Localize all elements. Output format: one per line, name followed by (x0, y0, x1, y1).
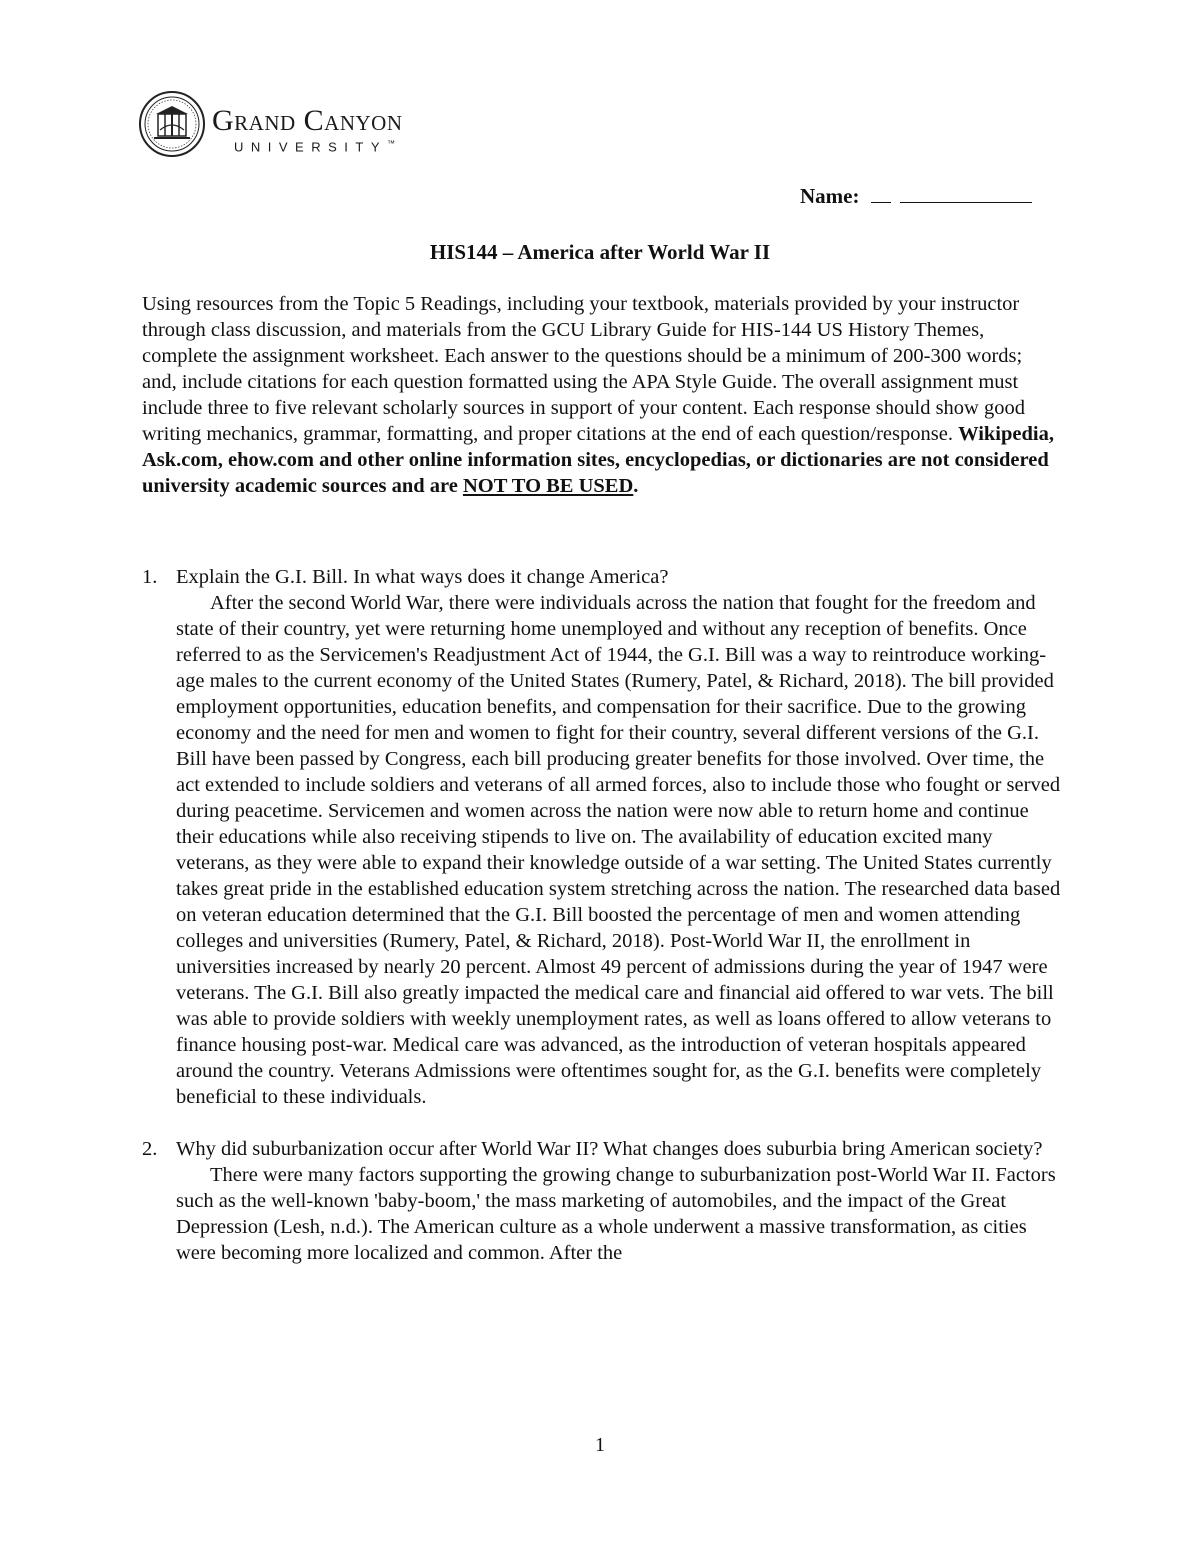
question-list (142, 564, 1062, 1292)
page-number: 1 (595, 1434, 605, 1456)
logo-subtitle: UNIVERSITY (234, 139, 388, 155)
university-logo (138, 90, 458, 160)
question-number: 1. (142, 566, 158, 588)
assignment-instructions (142, 291, 1062, 499)
question-number: 2. (142, 1138, 158, 1160)
instructions-text: Using resources from the Topic 5 Readings, including your textbook, materials provided by your instructor through class discussion, and materials from the GCU Library Guide for HIS-144 US History Themes, complete the assignment worksheet. Each answer to the questions should be a minimum of 200-300 words; and, include citations for each question formatted using the APA Style Guide. The overall assignment must include three to five relevant scholarly sources in support of your content. Each response should show good writing mechanics, grammar, formatting, and proper citations at the end of each question/response. (142, 293, 1025, 445)
warning-emphasis: NOT TO BE USED (462, 475, 634, 497)
question-answer: After the second World War, there were individuals across the nation that fought for the freedom and state of their country, yet were returning home unemployed and without any reception of benefits. Once referred to as the Servicemen's Readjustment Act of 1944, the G.I. Bill was a way to reintroduce working-age males to the current economy of the United States (Rumery, Patel, & Richard, 2018). The bill provided employment opportunities, education benefits, and compensation for their sacrifice. Due to the growing economy and the need for men and women to fight for their country, several different versions of the G.I. Bill have been passed by Congress, each bill producing greater benefits for those involved. Over time, the act extended to include soldiers and veterans of all armed forces, also to include those who fought or served during peacetime. Servicemen and women across the nation were now able to return home and continue their educations while also receiving stipends to live on. The availability of education excited many veterans, as they were able to expand their knowledge outside of a war setting. The United States currently takes great pride in the established education system stretching across the nation. The researched data based on veteran education determined that the G.I. Bill boosted the percentage of men and women attending colleges and universities (Rumery, Patel, & Richard, 2018). Post-World War II, the enrollment in universities increased by nearly 20 percent. Almost 49 percent of admissions during the year of 1947 were veterans. The G.I. Bill also greatly impacted the medical care and financial aid offered to war vets. The bill was able to provide soldiers with weekly unemployment rates, as well as loans offered to allow veterans to finance housing post-war. Medical care was advanced, as the introduction of veteran hospitals appeared around the country. Veterans Admissions were oftentimes sought for, as the G.I. benefits were completely beneficial to these individuals. (176, 592, 1061, 1108)
warning-text: Wikipedia, Ask.com, ehow.com and other online information sites, encyclopedias, or dictionaries are not considered university academic sources and are (142, 423, 1054, 497)
university-seal-icon (138, 90, 206, 158)
logo-wordmark: Grand Canyon (212, 104, 403, 137)
name-blank-short (871, 184, 891, 203)
assignment-title: HIS144 – America after World War II (429, 240, 771, 264)
question-item (142, 1136, 1062, 1266)
question-item (142, 564, 1062, 1110)
warning-end: . (633, 475, 639, 497)
question-answer: There were many factors supporting the growing change to suburbanization post-World War II. Factors such as the well-known 'baby-boom,' the mass marketing of automobiles, and the impact of the Great Depression (Lesh, n.d.). The American culture as a whole underwent a massive transformation, as cities were becoming more localized and common. After the (176, 1164, 1056, 1264)
question-prompt: Why did suburbanization occur after World War II? What changes does suburbia bring American society? (176, 1138, 1043, 1160)
name-label: Name: (800, 184, 860, 208)
question-prompt: Explain the G.I. Bill. In what ways does it change America? (176, 566, 669, 588)
name-blank (900, 184, 1032, 203)
student-name-field (800, 184, 1032, 209)
logo-trademark: ™ (387, 139, 396, 148)
